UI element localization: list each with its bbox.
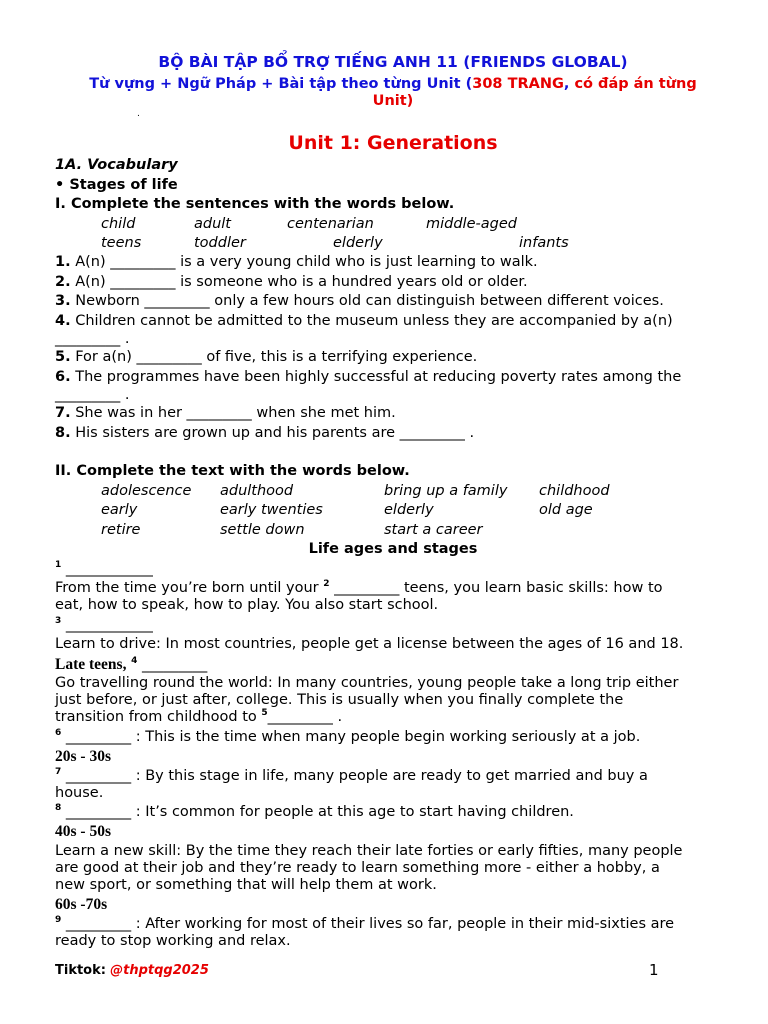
footer-label: Tiktok: [55, 963, 106, 978]
blank-number: 7 [55, 767, 62, 777]
subtitle-answers: có đáp án từng [574, 76, 697, 92]
question-number: 6. [55, 369, 71, 385]
paragraph-2-line-1 [55, 580, 730, 597]
section-heading-1a: 1A. Vocabulary [55, 157, 178, 173]
exercise-1-heading: I. Complete the sentences with the words below. [55, 196, 455, 212]
document-subtitle [0, 76, 768, 93]
question-text: A(n) _________ is someone who is a hundred years old or older. [75, 274, 528, 290]
question-3 [55, 293, 664, 310]
question-5 [55, 349, 477, 366]
blank-8-row [55, 804, 574, 821]
stages-heading: • Stages of life [55, 177, 178, 193]
subtitle-part-1: Từ vựng + Ngữ Pháp + Bài tập theo từng Unit ( [89, 76, 473, 92]
blank-9-line-2: ready to stop working and relax. [55, 933, 291, 949]
paragraph-text: _________ teens, you learn basic skills: how to [334, 580, 663, 596]
exercise-2-heading: II. Complete the text with the words below. [55, 463, 410, 479]
question-number: 1. [55, 254, 71, 270]
word-centenarian: centenarian [287, 216, 374, 232]
blank-number: 4 [131, 656, 138, 666]
paragraph-2-line-2: eat, how to speak, how to play. You also start school. [55, 597, 439, 613]
word-teens: teens [101, 235, 142, 251]
word-old-age: old age [539, 502, 593, 518]
blank-7-row [55, 768, 730, 785]
question-number: 2. [55, 274, 71, 290]
text-title: Life ages and stages [308, 541, 478, 557]
paragraph-text: _________ : This is the time when many people begin working seriously at a job. [65, 729, 641, 745]
subtitle-part-2: , [563, 76, 575, 92]
paragraph-40s-line-2: are good at their job and they’re ready to learn something more - either a hobby, a [55, 860, 660, 876]
age-heading-40s-50s: 40s - 50s [55, 823, 111, 840]
word-start-a-career: start a career [384, 522, 483, 538]
subtitle-page-count: 308 TRANG [472, 76, 564, 92]
paragraph-text: _________ : After working for most of their lives so far, people in their mid-sixties are [65, 916, 675, 932]
blank-number: 9 [55, 915, 62, 925]
word-bring-up-a-family: bring up a family [384, 483, 508, 499]
age-heading-20s-30s: 20s - 30s [55, 748, 111, 765]
question-6-blank: _________ . [55, 387, 130, 403]
paragraph-4-line-1: Go travelling round the world: In many countries, young people take a long trip either [55, 675, 679, 691]
blank-number: 2 [323, 579, 330, 589]
word-adult: adult [194, 216, 231, 232]
question-number: 7. [55, 405, 71, 421]
paragraph-text: _________ : It’s common for people at this age to start having children. [65, 804, 574, 820]
word-elderly: elderly [333, 235, 383, 251]
blank-1 [55, 561, 153, 578]
word-infants: infants [519, 235, 569, 251]
blank-line: _________ . [267, 709, 343, 725]
document-subtitle-line2: Unit) [372, 93, 414, 109]
question-text: Newborn _________ only a few hours old can distinguish between different voices. [75, 293, 664, 309]
word-elderly-2: elderly [384, 502, 434, 518]
question-1 [55, 254, 538, 271]
word-early: early [101, 502, 138, 518]
paragraph-40s-line-1: Learn a new skill: By the time they reach their late forties or early fifties, many people [55, 843, 683, 859]
blank-number: 6 [55, 728, 62, 738]
paragraph-4-line-2: just before, or just after, college. This is usually when you finally complete the [55, 692, 624, 708]
blank-number: 5 [261, 708, 268, 718]
question-text: For a(n) _________ of five, this is a terrifying experience. [75, 349, 478, 365]
question-text: The programmes have been highly successful at reducing poverty rates among the [75, 369, 682, 385]
blank-7-line-2: house. [55, 785, 104, 801]
paragraph-text: From the time you’re born until your [55, 580, 319, 596]
blank-number: 1 [55, 560, 62, 570]
blank-line: ____________ [65, 561, 153, 577]
question-text: Children cannot be admitted to the museum unless they are accompanied by a(n) [75, 313, 673, 329]
late-teens-label: Late teens, [55, 656, 127, 673]
word-middle-aged: middle-aged [426, 216, 517, 232]
footer-tiktok [55, 962, 209, 979]
blank-9-row [55, 916, 730, 933]
age-heading-60s-70s: 60s -70s [55, 896, 108, 913]
header-dot: . [137, 109, 140, 119]
word-toddler: toddler [194, 235, 246, 251]
paragraph-text: _________ : By this stage in life, many people are ready to get married and buy a [65, 768, 648, 784]
question-number: 5. [55, 349, 71, 365]
question-number: 8. [55, 425, 71, 441]
blank-line: ____________ [65, 617, 153, 633]
question-4-blank: _________ . [55, 331, 130, 347]
blank-6-row [55, 729, 640, 746]
paragraph-4-line-3 [55, 709, 342, 726]
footer-handle[interactable]: @thptqg2025 [110, 963, 209, 978]
unit-title: Unit 1: Generations [288, 132, 498, 154]
question-7 [55, 405, 396, 422]
word-early-twenties: early twenties [220, 502, 323, 518]
blank-number: 8 [55, 803, 62, 813]
word-retire: retire [101, 522, 141, 538]
question-2 [55, 274, 528, 291]
question-8 [55, 425, 474, 442]
document-title: BỘ BÀI TẬP BỔ TRỢ TIẾNG ANH 11 (FRIENDS GLOBAL) [158, 53, 628, 71]
word-settle-down: settle down [220, 522, 305, 538]
blank-line: _________ [141, 657, 208, 673]
question-4 [55, 313, 730, 330]
blank-number: 3 [55, 616, 62, 626]
word-childhood: childhood [539, 483, 610, 499]
word-child: child [101, 216, 136, 232]
question-text: His sisters are grown up and his parents are _________ . [75, 425, 475, 441]
late-teens-row [55, 656, 207, 674]
question-6 [55, 369, 730, 386]
question-text: A(n) _________ is a very young child who is just learning to walk. [75, 254, 538, 270]
question-text: She was in her _________ when she met him. [75, 405, 396, 421]
paragraph-3: Learn to drive: In most countries, people get a license between the ages of 16 and 18. [55, 636, 684, 652]
question-number: 4. [55, 313, 71, 329]
word-adulthood: adulthood [220, 483, 294, 499]
question-number: 3. [55, 293, 71, 309]
page-number: 1 [649, 961, 659, 979]
blank-3 [55, 617, 153, 634]
paragraph-text: transition from childhood to [55, 709, 257, 725]
word-adolescence: adolescence [101, 483, 192, 499]
paragraph-40s-line-3: new sport, or something that will help them at work. [55, 877, 437, 893]
